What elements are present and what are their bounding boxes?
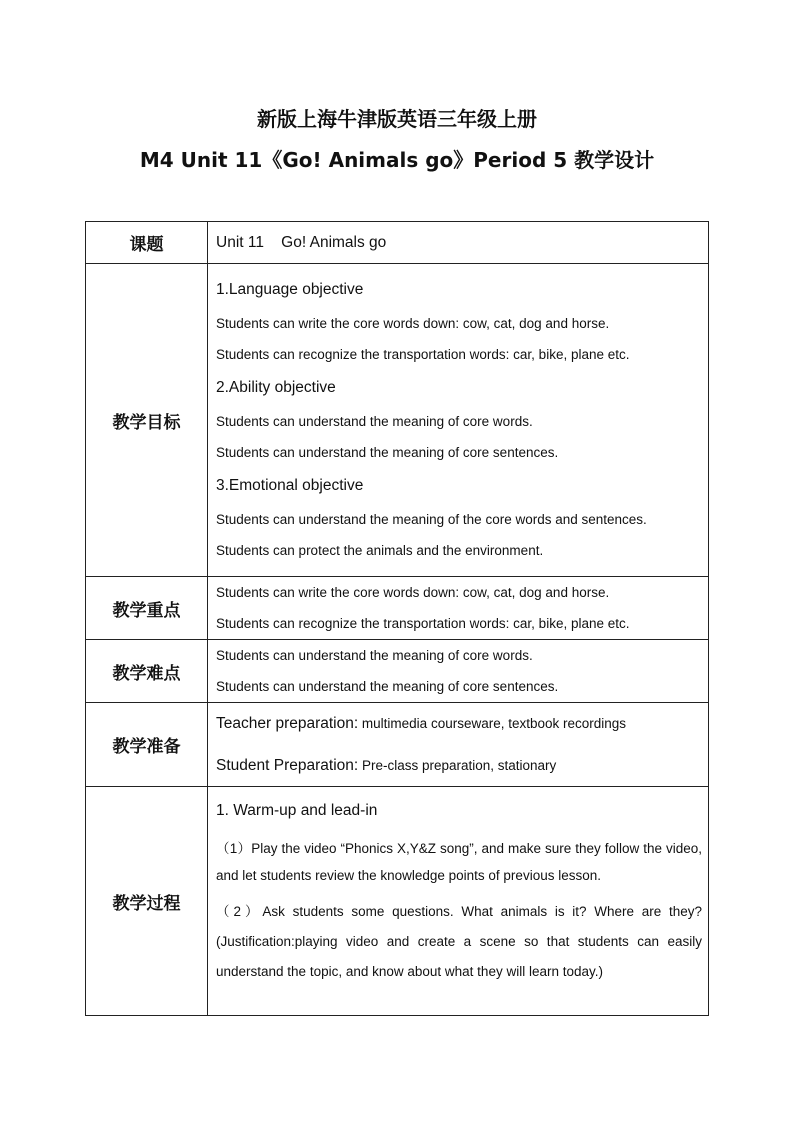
topic-row (86, 222, 709, 264)
process-paragraph: （1）Play the video “Phonics X,Y&Z song”, and make sure they follow the video, and let students review the knowledge points of previous lesson. (216, 841, 702, 883)
difficult-points-row (86, 640, 709, 703)
process-paragraph: （2）Ask students some questions. What animals is it? Where are they? (Justification:playing video and create a scene so that students can easily understand the topic, and know about what they will learn today.) (216, 904, 702, 979)
difficult-point-line: Students can understand the meaning of core words. (216, 648, 533, 663)
process-heading: 1. Warm-up and lead-in (216, 802, 378, 819)
topic-label: 课题 (86, 222, 208, 264)
topic-cell (208, 222, 709, 264)
lesson-plan-table (85, 221, 709, 1016)
student-preparation (216, 756, 702, 776)
ability-objective-line: Students can understand the meaning of core words. (216, 414, 533, 429)
emotional-objective-line: Students can protect the animals and the environment. (216, 543, 544, 558)
key-points-row (86, 577, 709, 640)
objectives-cell (208, 264, 709, 577)
objectives-row (86, 264, 709, 577)
objectives-label: 教学目标 (86, 264, 208, 577)
key-points-label: 教学重点 (86, 577, 208, 640)
key-point-line: Students can recognize the transportation words: car, bike, plane etc. (216, 616, 630, 631)
teacher-preparation-key: Teacher preparation: (216, 714, 359, 732)
preparation-label: 教学准备 (86, 703, 208, 787)
preparation-row (86, 703, 709, 787)
ability-objective-line: Students can understand the meaning of core sentences. (216, 445, 559, 460)
emotional-objective-heading: 3.Emotional objective (216, 477, 364, 494)
ability-objective-heading: 2.Ability objective (216, 379, 336, 396)
language-objective-line: Students can recognize the transportation words: car, bike, plane etc. (216, 347, 630, 362)
difficult-points-cell (208, 640, 709, 703)
student-preparation-key: Student Preparation: (216, 756, 359, 774)
process-label: 教学过程 (86, 787, 208, 1016)
difficult-points-label: 教学难点 (86, 640, 208, 703)
student-preparation-value: Pre-class preparation, stationary (358, 757, 557, 773)
document-title: 新版上海牛津版英语三年级上册 (257, 107, 537, 131)
language-objective-line: Students can write the core words down: cow, cat, dog and horse. (216, 316, 610, 331)
document-subtitle: M4 Unit 11《Go! Animals go》Period 5 教学设计 (139, 148, 655, 172)
preparation-cell (208, 703, 709, 787)
process-row (86, 787, 709, 1016)
emotional-objective-line: Students can understand the meaning of the core words and sentences. (216, 512, 647, 527)
process-cell (208, 787, 709, 1016)
difficult-point-line: Students can understand the meaning of core sentences. (216, 679, 559, 694)
teacher-preparation-value: multimedia courseware, textbook recordings (358, 715, 627, 731)
topic-value: Unit 11 Go! Animals go (216, 233, 387, 251)
teacher-preparation (216, 714, 702, 734)
language-objective-heading: 1.Language objective (216, 281, 364, 298)
key-points-cell (208, 577, 709, 640)
key-point-line: Students can write the core words down: cow, cat, dog and horse. (216, 585, 610, 600)
